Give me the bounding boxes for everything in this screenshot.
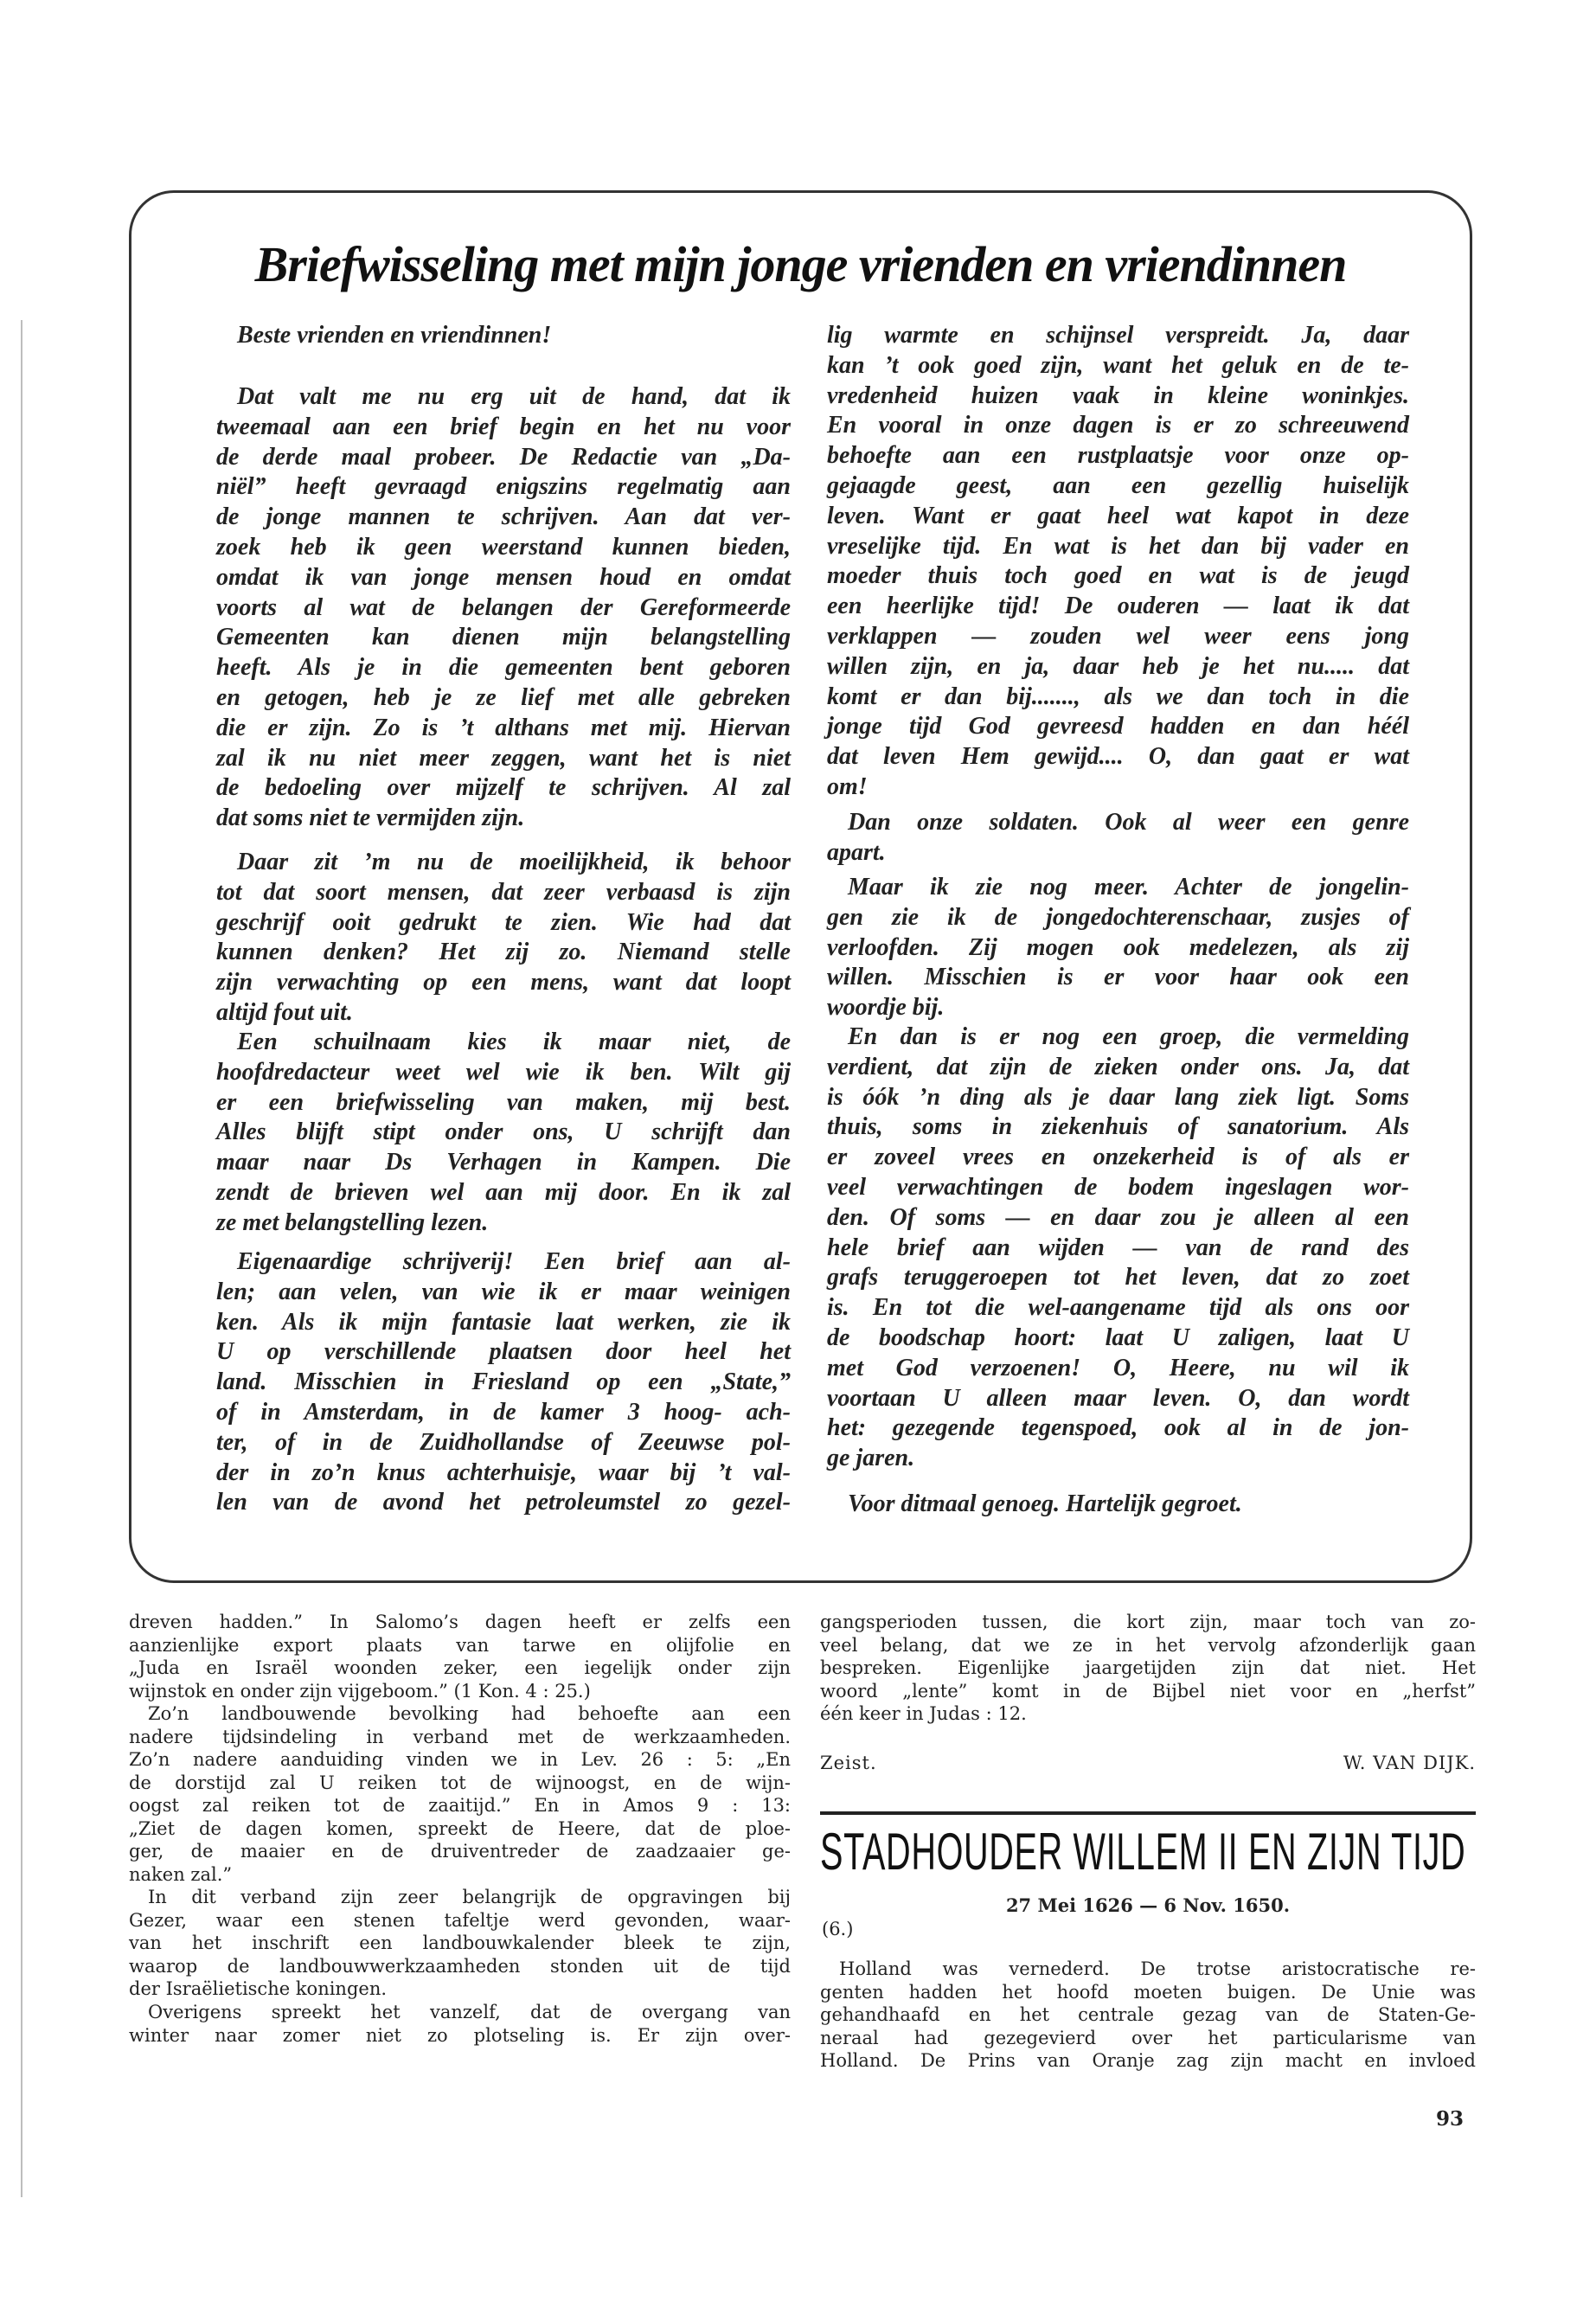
text-line: gehandhaafd en het centrale gezag van de Staten-Ge- [820, 2004, 1476, 2025]
text-line: een heerlijke tijd! De ouderen — laat ik dat [827, 593, 1409, 620]
text-line: ge jaren. [827, 1445, 915, 1472]
text-line: veel verwachtingen de bodem ingeslagen wor- [827, 1173, 1409, 1201]
text-line: lig warmte en schijnsel verspreidt. Ja, daar [827, 322, 1409, 349]
text-line: moeder thuis toch goed en wat is de jeugd [827, 562, 1409, 590]
text-line: woord „lente” komt in de Bijbel niet voor en „herfst” [820, 1680, 1476, 1702]
text-line: Maar ik zie nog meer. Achter de jongelin- [848, 874, 1409, 901]
text-line: U op verschillende plaatsen door heel het [216, 1338, 791, 1366]
paragraph [820, 1611, 1476, 1726]
text-line: vreselijke tijd. En wat is het dan bij vader en [827, 532, 1409, 560]
text-line: bespreken. Eigenlijke jaargetijden zijn dat niet. Het [820, 1657, 1476, 1678]
paragraph [216, 848, 791, 1029]
text-line: Eigenaardige schrijverij! Een brief aan al- [237, 1248, 791, 1275]
next-article-title: STADHOUDER WILLEM II EN ZIJN TIJD [820, 1823, 1466, 1881]
text-line: En dan is er nog een groep, die vermelding [848, 1023, 1409, 1050]
text-line: willen zijn, en ja, daar heb je het nu..... dat [827, 652, 1409, 680]
text-line: Daar zit ’m nu de moeilijkheid, ik behoor [237, 849, 791, 875]
next-article-dates: 27 Mei 1626 — 6 Nov. 1650. [1005, 1894, 1291, 1916]
text-line: geschrijf ooit gedrukt te zien. Wie had dat [216, 908, 791, 936]
text-line: den. Of soms — en daar zou je alleen al een [827, 1203, 1409, 1231]
text-line: neraal had gezegevierd over het particularisme van [820, 2027, 1476, 2048]
text-line: Holland. De Prins van Oranje zag zijn macht en invloed [820, 2050, 1476, 2071]
text-line: maar naar Ds Verhagen in Kampen. Die [216, 1149, 791, 1176]
text-line: één keer in Judas : 12. [820, 1703, 1027, 1724]
text-line: Dat valt me nu erg uit de hand, dat ik [237, 383, 791, 410]
text-line: tot dat soort mensen, dat zeer verbaasd is zijn [216, 878, 791, 906]
next-article-part: (6.) [822, 1919, 854, 1939]
text-line: Een schuilnaam kies ik maar niet, de [237, 1029, 791, 1055]
paragraph [216, 1247, 791, 1518]
text-line: met God verzoenen! O, Heere, nu wil ik [827, 1354, 1409, 1381]
text-line: omdat ik van jonge mensen houd en omdat [216, 563, 791, 591]
text-line: jonge tijd God gevreesd hadden en dan héél [827, 713, 1409, 740]
text-line: „Ziet de dagen komen, spreekt de Heere, dat de ploe- [129, 1817, 791, 1839]
letter-title: Briefwisseling met mijn jonge vrienden en vriendinnen [254, 236, 1347, 292]
text-line: Holland was vernederd. De trotse aristocratische re- [839, 1958, 1476, 1979]
text-line: de bedoeling over mijzelf te schrijven. Al zal [216, 774, 791, 802]
text-line: er zoveel vrees en onzekerheid is of als er [827, 1144, 1409, 1171]
paragraph [827, 808, 1409, 868]
text-line: ze met belangstelling lezen. [216, 1208, 489, 1236]
text-line: voortaan U alleen maar leven. O, dan wordt [827, 1384, 1409, 1412]
text-line: of in Amsterdam, in de kamer 3 hoog- ach- [216, 1398, 791, 1426]
text-line: voorts al wat de belangen der Gereformeerde [216, 593, 791, 621]
text-line: en getogen, heb je ze lief met alle gebreken [216, 683, 791, 711]
text-line: ger, de maaier en de druiventreder de zaadzaaier ge- [129, 1841, 791, 1862]
text-line: oogst zal reiken tot de zaaitijd.” En in Amos 9 : 13: [129, 1795, 791, 1816]
text-line: zendt de brieven wel aan mij door. En ik zal [216, 1178, 791, 1206]
text-line: heeft. Als je in die gemeenten bent geboren [216, 654, 791, 682]
text-line: de derde maal probeer. De Redactie van „Da- [216, 443, 791, 471]
text-line: gangsperioden tussen, die kort zijn, maar toch van zo- [820, 1612, 1476, 1632]
text-line: zal ik nu niet meer zeggen, want het is niet [216, 744, 791, 772]
text-line: Voor ditmaal genoeg. Hartelijk gegroet. [848, 1490, 1242, 1517]
text-line: ken. Als ik mijn fantasie laat werken, zie ik [216, 1308, 791, 1336]
paragraph [827, 1022, 1409, 1474]
text-line: zoek heb ik geen weerstand kunnen bieden, [216, 533, 791, 561]
section-divider [820, 1811, 1476, 1815]
paragraph [129, 1611, 791, 1702]
text-line: nadere tijdsindeling in verband met de werkzaamheden. [129, 1726, 791, 1747]
text-line: de boodschap hoort: laat U zaligen, laat U [827, 1324, 1409, 1351]
text-line: hele brief aan wijden — van de rand des [827, 1234, 1409, 1261]
text-line: waarop de landbouwwerkzaamheden stonden uit de tijd [129, 1955, 791, 1977]
text-line: om! [827, 772, 868, 800]
text-line: winter naar zomer niet zo plotseling is. Er zijn over- [129, 2024, 791, 2046]
text-line: In dit verband zijn zeer belangrijk de opgravingen bij [148, 1887, 791, 1907]
text-line: kan ’t ook goed zijn, want het geluk en de te- [827, 351, 1409, 379]
text-line: wijnstok en onder zijn vijgeboom.” (1 Kon. 4 : 25.) [129, 1680, 591, 1702]
page-number: 93 [1436, 2107, 1465, 2131]
paragraph [129, 1702, 791, 1886]
text-line: de jonge mannen te schrijven. Aan dat ver- [216, 503, 791, 531]
text-line: dat soms niet te vermijden zijn. [216, 804, 525, 832]
signature-author: W. VAN DIJK. [1343, 1753, 1476, 1773]
text-line: altijd fout uit. [216, 998, 353, 1026]
text-line: gen zie ik de jongedochterenschaar, zusjes of [827, 903, 1409, 931]
text-line: Overigens spreekt het vanzelf, dat de overgang van [148, 2002, 791, 2022]
text-line: is. En tot die wel-aangename tijd als ons oor [827, 1294, 1409, 1322]
text-line: len; aan velen, van wie ik er maar weinigen [216, 1278, 791, 1305]
text-line: van het inschrift een landbouwkalender bleek te zijn, [129, 1932, 791, 1953]
text-line: veel belang, dat we ze in het vervolg afzonderlijk gaan [820, 1634, 1476, 1656]
text-line: dat leven Hem gewijd.... O, dan gaat er wat [827, 743, 1409, 771]
text-line: leven. Want er gaat heel wat kapot in deze [827, 502, 1409, 529]
text-line: behoefte aan een rustplaatsje voor onze op- [827, 442, 1409, 470]
text-line: grafs teruggeroepen tot het leven, dat zo zoet [827, 1264, 1409, 1292]
article-signature [820, 1753, 1476, 1773]
signature-place: Zeist. [820, 1753, 877, 1773]
text-line: land. Misschien in Friesland op een „State,” [216, 1368, 791, 1396]
text-line: der Israëlietische koningen. [129, 1978, 388, 1999]
text-line: woordje bij. [827, 994, 945, 1022]
text-line: Alles blijft stipt onder ons, U schrijft dan [216, 1118, 791, 1146]
text-line: Zo’n nadere aanduiding vinden we in Lev. 26 : 5: „En [129, 1749, 791, 1770]
paragraph [216, 382, 791, 834]
paragraph [827, 321, 1409, 803]
text-line: verdient, dat zijn de zieken onder ons. Ja, dat [827, 1053, 1409, 1080]
text-line: len van de avond het petroleumstel zo gezel- [216, 1489, 791, 1516]
text-line: verloofden. Zij mogen ook medelezen, als zij [827, 933, 1409, 961]
paragraph [129, 2001, 791, 2047]
text-line: verklappen — zouden wel weer eens jong [827, 622, 1409, 650]
text-line: zijn verwachting op een mens, want dat loopt [216, 969, 791, 997]
text-line: genten hadden het hoofd moeten buigen. De Unie was [820, 1981, 1476, 2003]
text-line: dreven hadden.” In Salomo’s dagen heeft er zelfs een [129, 1612, 791, 1632]
text-line: die er zijn. Zo is ’t althans met mij. Hiervan [216, 714, 791, 741]
text-line: thuis, soms in ziekenhuis of sanatorium. Als [827, 1113, 1409, 1141]
text-line: tweemaal aan een brief begin en het nu voor [216, 413, 791, 440]
text-line: Dan onze soldaten. Ook al weer een genre [848, 809, 1409, 836]
paragraph [827, 1490, 1409, 1520]
scan-edge-line [21, 320, 22, 2197]
text-line: apart. [827, 838, 886, 866]
text-line: hoofdredacteur weet wel wie ik ben. Wilt gij [216, 1058, 791, 1086]
text-line: En vooral in onze dagen is er zo schreeuwend [827, 412, 1409, 439]
text-line: is óók ’n ding als je daar lang ziek ligt. Soms [827, 1083, 1409, 1111]
text-line: aanzienlijke export plaats van tarwe en olijfolie en [129, 1634, 791, 1656]
text-line: „Juda en Israël woonden zeker, een iegelijk onder zijn [129, 1657, 791, 1678]
paragraph [216, 1028, 791, 1239]
letter-salutation: Beste vrienden en vriendinnen! [237, 322, 552, 349]
paragraph [129, 1886, 791, 2001]
text-line: gejaagde geest, aan een gezellig huiselijk [827, 471, 1409, 499]
paragraph [827, 873, 1409, 1023]
text-line: ter, of in de Zuidhollandse of Zeeuwse pol- [216, 1428, 791, 1456]
text-line: niël” heeft gevraagd enigszins regelmatig aan [216, 473, 791, 501]
text-line: het: gezegende tegenspoed, ook al in de jon- [827, 1414, 1409, 1442]
text-line: willen. Misschien is er voor haar ook een [827, 964, 1409, 991]
text-line: Gezer, waar een stenen tafeltje werd gevonden, waar- [129, 1909, 791, 1931]
paragraph [820, 1958, 1476, 2073]
text-line: de dorstijd zal U reiken tot de wijnoogst, en de wijn- [129, 1772, 791, 1793]
text-line: Gemeenten kan dienen mijn belangstelling [216, 624, 791, 651]
text-line: kunnen denken? Het zij zo. Niemand stelle [216, 939, 791, 966]
text-line: Zo’n landbouwende bevolking had behoefte aan een [148, 1703, 791, 1724]
text-line: er een briefwisseling van maken, mij best. [216, 1088, 791, 1116]
text-line: komt er dan bij......., als we dan toch in die [827, 683, 1409, 710]
text-line: vredenheid huizen vaak in kleine woninkjes. [827, 381, 1409, 409]
text-line: naken zal.” [129, 1863, 233, 1885]
text-line: der in zo’n knus achterhuisje, waar bij ’t val- [216, 1458, 791, 1486]
